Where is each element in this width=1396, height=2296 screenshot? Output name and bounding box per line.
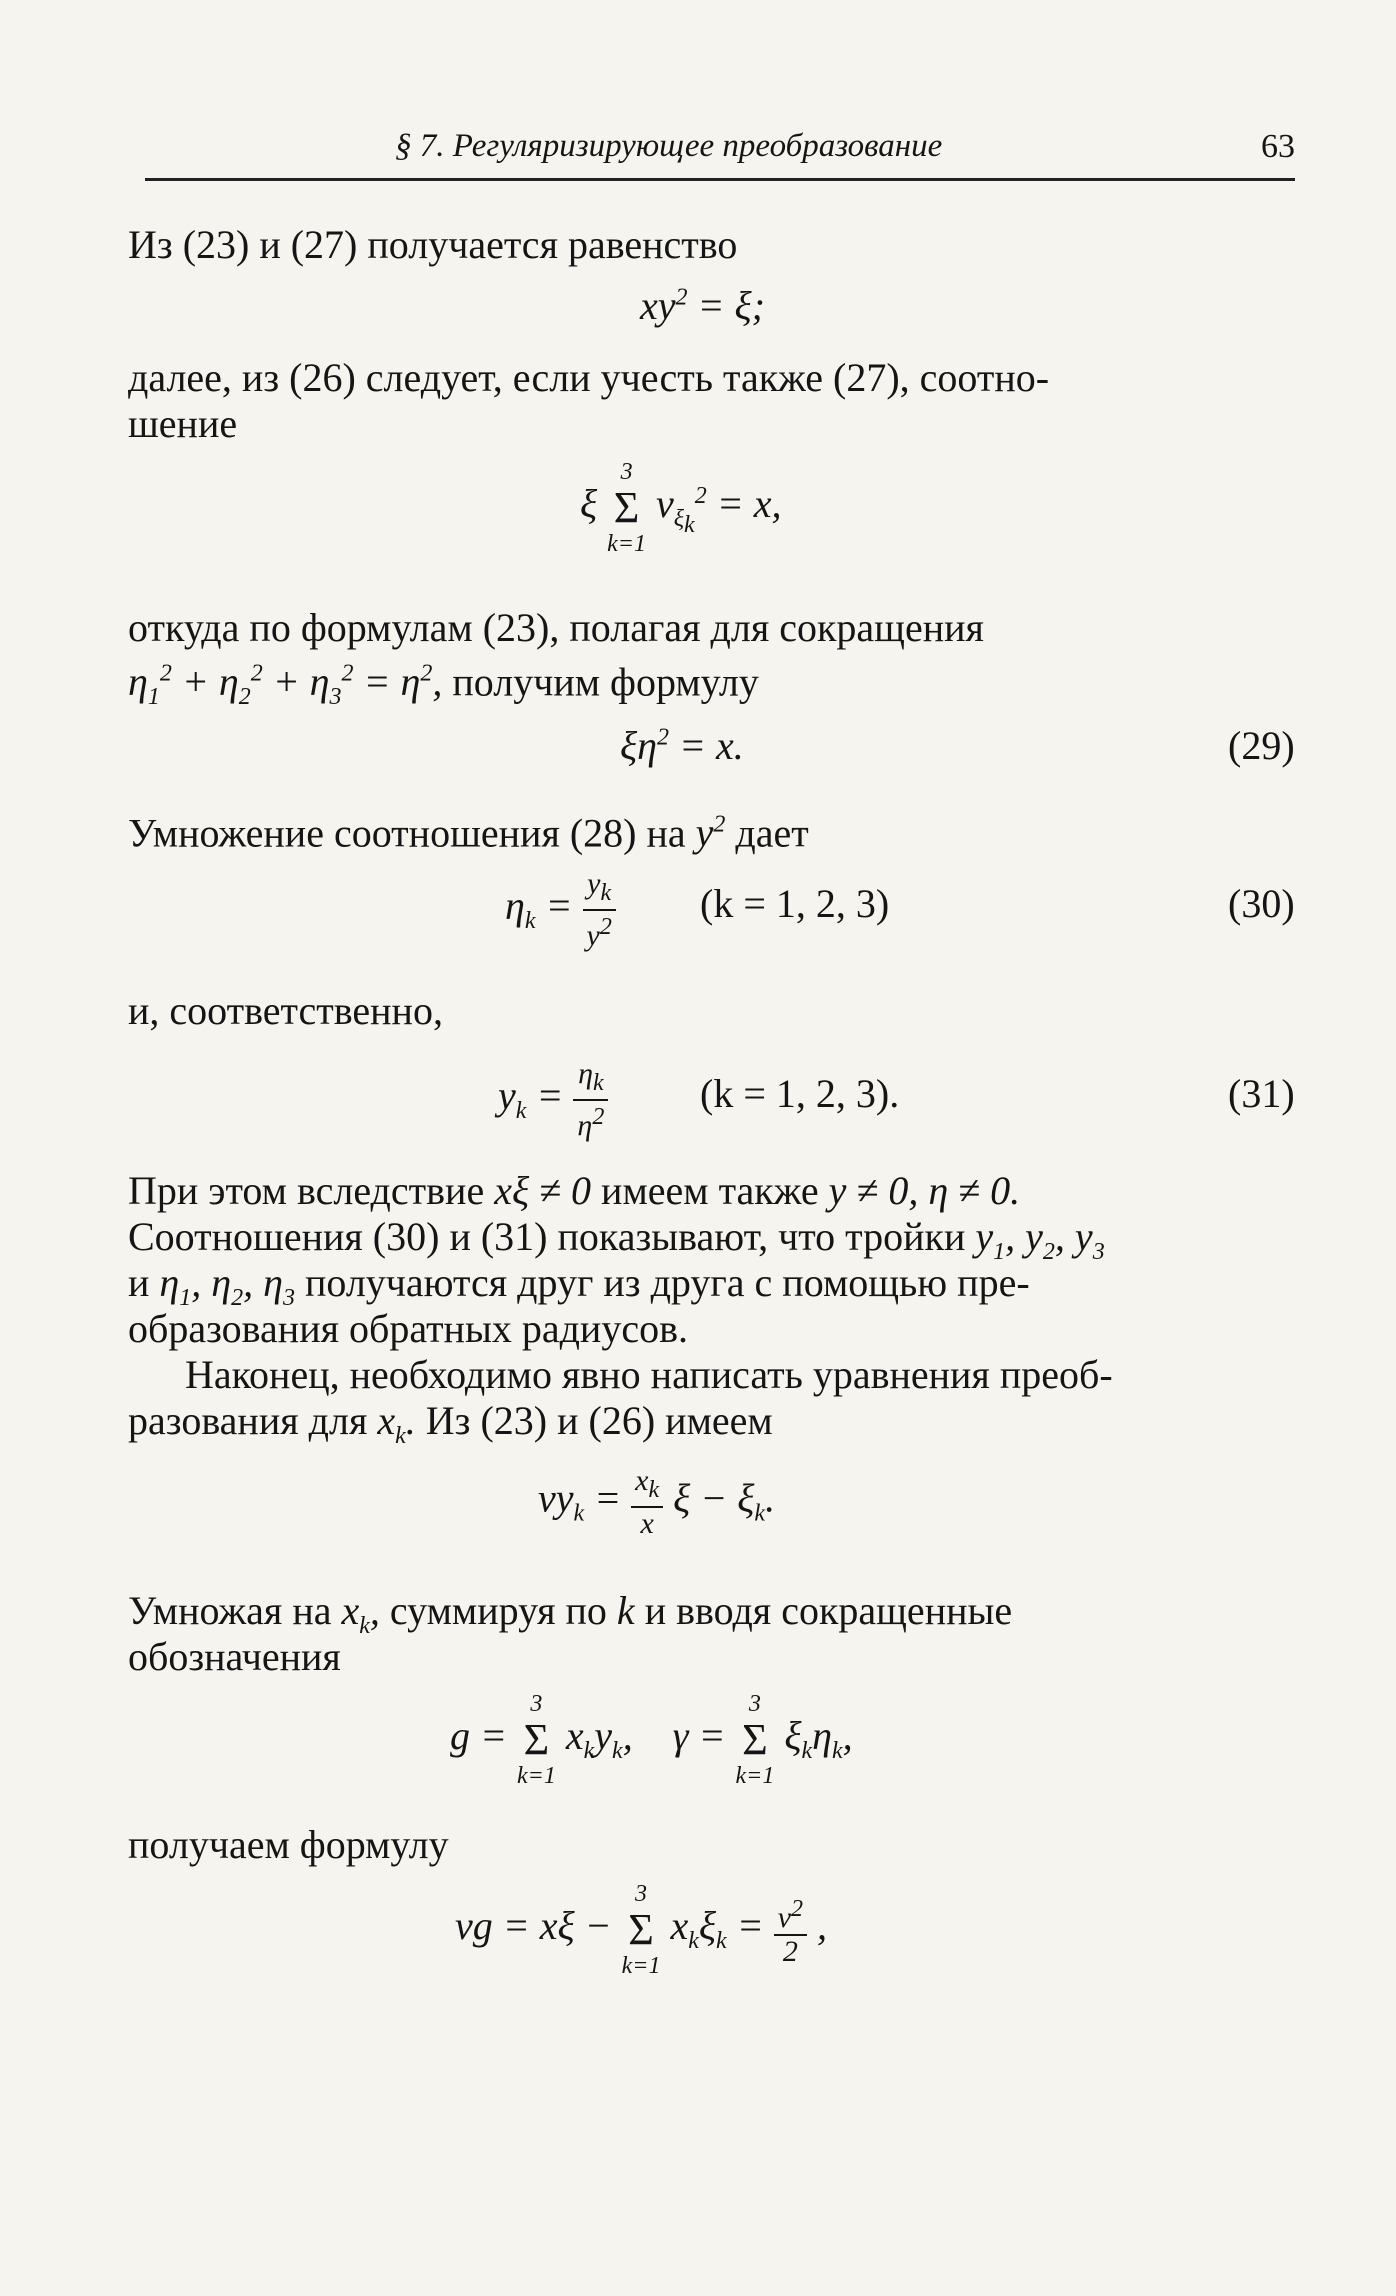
paragraph-7-head: разования для [128,1398,368,1443]
paragraph-8-line-2: обозначения [128,1634,341,1679]
equation-29: $\xi\eta^2 = x$. [620,723,744,768]
sum-lower-limit-vg: k=1 [621,1953,661,1979]
paragraph-9: получаем формулу [128,1822,449,1867]
k-range-31: (k = 1, 2, 3). [700,1071,900,1116]
paragraph-8-head: Умножая на [128,1588,332,1633]
paragraph-8-line-1: Умножая на $x_k$, суммируя по k и вводя сокращенные [128,1588,1013,1639]
paragraph-7-line-2: разования для $x_k$. Из (23) и (26) имеем [128,1398,773,1449]
sum-operator: 3 Σ k=1 [607,459,646,557]
paragraph-4-tail: дает [735,810,809,856]
paragraph-3-line-2: $\eta_1^2 + \eta_2^2 + \eta_3^2 = \eta^2$, получим формулу [128,659,759,711]
equation-31: $y_k$ = $\frac{\eta_k}{\eta^2}$ [498,1058,608,1142]
paragraph-6-line-4: образования обратных радиусов. [128,1306,688,1351]
equation-vg: vg = xξ − 3 Σ k=1 $x_k\xi_k$ = $\frac{v^2}{2}$ , [455,1881,828,1979]
running-header [145,118,1295,181]
equation-g-gamma: g = 3 Σ k=1 $x_ky_k$, γ = 3 Σ k=1 $\xi_k\eta_k$, [450,1691,853,1789]
sum-operator-g: 3 Σ k=1 [517,1691,556,1789]
sum-operator-gamma: 3 Σ k=1 [735,1691,775,1789]
sum-upper-limit: 3 [620,459,633,485]
paragraph-8-mid: суммируя по [389,1588,607,1633]
paragraph-2-line-2: шение [128,401,238,446]
equation-sum-v: ξ 3 Σ k=1 $v_{\xi_k}^2 = x$, [580,459,782,557]
page-number: 63 [1261,128,1295,165]
sum-lower-limit: k=1 [607,531,646,557]
paragraph-7-tail: Из (23) и (26) имеем [425,1398,773,1443]
sum-upper-limit-vg: 3 [635,1881,648,1907]
header-title: § 7. Регуляризирующее преобразование [395,128,943,164]
equation-xy2-xi: $xy^2 = \xi$; [640,283,765,328]
equation-number-30: (30) [1228,881,1295,926]
sum-lower-limit-g: k=1 [517,1763,556,1789]
paragraph-6-line-1: При этом вследствие xξ ≠ 0 имеем также y ≠ 0, η ≠ 0. [128,1168,1021,1213]
paragraph-5: и, соответственно, [128,988,443,1033]
k-range-30: (k = 1, 2, 3) [700,881,890,926]
paragraph-8-tail: и вводя сокращенные [644,1588,1013,1633]
paragraph-4-head: Умножение соотношения (28) на [128,810,686,856]
fraction-xk-x: $\frac{x_k}{x}$ [631,1465,663,1540]
paragraph-3-tail: получим формулу [452,659,759,705]
paragraph-3-line-1: откуда по формулам (23), полагая для сокращения [128,605,984,650]
paragraph-6-line-3: и $\eta_1$, $\eta_2$, $\eta_3$ получаются друг из друга с помощью пре- [128,1260,1030,1311]
paragraph-1: Из (23) и (27) получается равенство [128,222,738,267]
paragraph-6-line-3-text: получаются друг из друга с помощью пре- [304,1260,1030,1305]
paragraph-7-line-1: Наконец, необходимо явно написать уравнения преоб- [185,1352,1113,1397]
paragraph-6-mid: имеем также [601,1168,819,1213]
sum-lower-limit-gamma: k=1 [735,1763,775,1789]
equation-vyk: $vy_k$ = $\frac{x_k}{x}$ $\xi - \xi_k$. [538,1464,776,1540]
paragraph-6-line-2: Соотношения (30) и (31) показывают, что тройки $y_1$, $y_2$, $y_3$ [128,1214,1105,1265]
sum-upper-limit-g: 3 [530,1691,543,1717]
equation-number-29: (29) [1228,723,1295,768]
fraction-etak-eta2: $\frac{\eta_k}{\eta^2}$ [573,1058,608,1142]
paragraph-6-head: При этом вследствие [128,1168,485,1213]
paragraph-2-line-1: далее, из (26) следует, если учесть также (27), соотно- [128,355,1050,400]
fraction-yk-y2: $\frac{y_k}{y^2}$ [583,868,616,952]
sum-upper-limit-gamma: 3 [748,1691,761,1717]
paragraph-4: Умножение соотношения (28) на $y^2$ дает [128,810,809,856]
equation-number-31: (31) [1228,1071,1295,1116]
sum-operator-vg: 3 Σ k=1 [621,1881,661,1979]
fraction-v2-2: $\frac{v^2}{2}$ [774,1893,807,1968]
equation-30: $\eta_k$ = $\frac{y_k}{y^2}$ [505,868,616,952]
paragraph-6-line-2-text: Соотношения (30) и (31) показывают, что тройки [128,1214,966,1259]
